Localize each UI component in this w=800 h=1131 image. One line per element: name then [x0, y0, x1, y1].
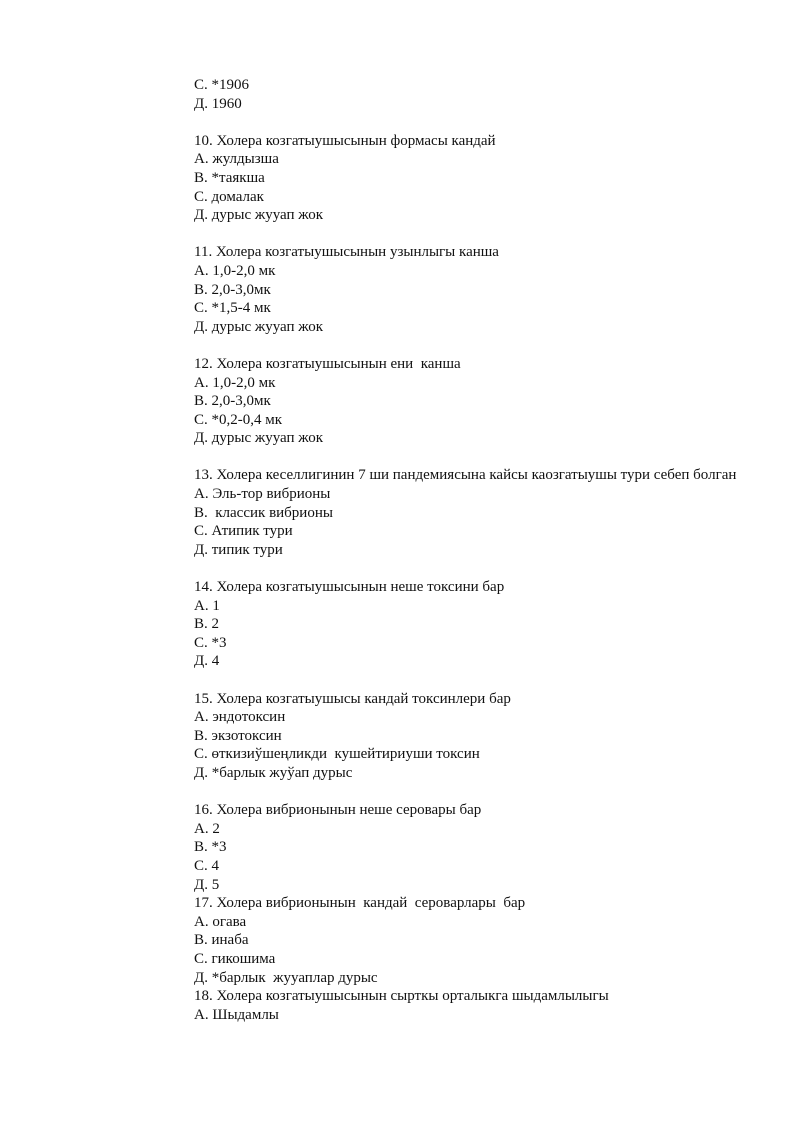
text-line: 11. Холера козгатыушысынын узынлыгы канша — [194, 244, 499, 261]
text-line: 13. Холера кеселлигинин 7 ши пандемиясына кайсы каозгатыушы тури себеп болган — [194, 467, 737, 484]
question-block — [194, 132, 754, 225]
text-line: С. 4 — [194, 857, 220, 874]
text-line: В. экзотоксин — [194, 727, 282, 744]
text-line: 16. Холера вибрионынын неше серовары бар — [194, 802, 482, 819]
question-block — [194, 690, 754, 783]
text-line: А. 1,0-2,0 мк — [194, 262, 276, 279]
text-line: В. *таякша — [194, 169, 265, 186]
text-line: Д. типик тури — [194, 541, 283, 558]
question-block — [194, 355, 754, 448]
paragraph-gap — [194, 448, 754, 467]
text-line: Д. *барлык жуўап дурыс — [194, 764, 353, 781]
paragraph-gap — [194, 783, 754, 802]
paragraph-gap — [194, 225, 754, 244]
text-line: 18. Холера козгатыушысынын сырткы орталыкга шыдамлылыгы — [194, 988, 609, 1005]
text-line: С. *0,2-0,4 мк — [194, 411, 283, 428]
text-line: С. өткизиўшеңликди кушейтириуши токсин — [194, 746, 480, 763]
text-line: А. жулдызша — [194, 151, 279, 168]
text-line: А. 2 — [194, 820, 220, 837]
text-line: А. 1 — [194, 597, 220, 614]
text-line: С. *1,5-4 мк — [194, 300, 271, 317]
question-block — [194, 801, 754, 1024]
text-line: В. инаба — [194, 932, 249, 949]
text-line: Д. 5 — [194, 876, 220, 893]
paragraph-gap — [194, 113, 754, 132]
text-line: С. гикошима — [194, 950, 276, 967]
paragraph-gap — [194, 336, 754, 355]
text-line: В. 2,0-3,0мк — [194, 281, 271, 298]
text-line: А. огава — [194, 913, 247, 930]
text-line: 12. Холера козгатыушысынын ени канша — [194, 355, 461, 372]
text-line: 10. Холера козгатыушысынын формасы кандай — [194, 132, 496, 149]
question-block — [194, 76, 754, 113]
paragraph-gap — [194, 671, 754, 690]
text-line: 15. Холера козгатыушысы кандай токсинлери бар — [194, 690, 511, 707]
text-line: А. эндотоксин — [194, 709, 286, 726]
text-line: С. домалак — [194, 188, 264, 205]
document-content — [194, 76, 754, 1024]
text-line: А. Эль-тор вибрионы — [194, 486, 331, 503]
text-line: Д. 4 — [194, 653, 220, 670]
text-line: В. *3 — [194, 839, 227, 856]
text-line: В. 2,0-3,0мк — [194, 393, 271, 410]
question-block — [194, 578, 754, 671]
text-line: С. *3 — [194, 634, 227, 651]
text-line: В. 2 — [194, 616, 220, 633]
text-line: Д. 1960 — [194, 95, 242, 112]
text-line: 14. Холера козгатыушысынын неше токсини бар — [194, 579, 505, 596]
paragraph-gap — [194, 559, 754, 578]
text-line: А. 1,0-2,0 мк — [194, 374, 276, 391]
text-line: Д. дурыс жууап жок — [194, 207, 324, 224]
text-line: В. классик вибрионы — [194, 504, 333, 521]
text-line: А. Шыдамлы — [194, 1006, 279, 1023]
question-block — [194, 243, 754, 336]
text-line: Д. дурыс жууап жок — [194, 318, 324, 335]
text-line: Д. дурыс жууап жок — [194, 430, 324, 447]
text-line: Д. *барлык жууаплар дурыс — [194, 969, 378, 986]
text-line: С. *1906 — [194, 77, 250, 93]
question-block — [194, 466, 754, 559]
text-line: С. Атипик тури — [194, 523, 293, 540]
text-line: 17. Холера вибрионынын кандай сероварлары бар — [194, 895, 526, 912]
